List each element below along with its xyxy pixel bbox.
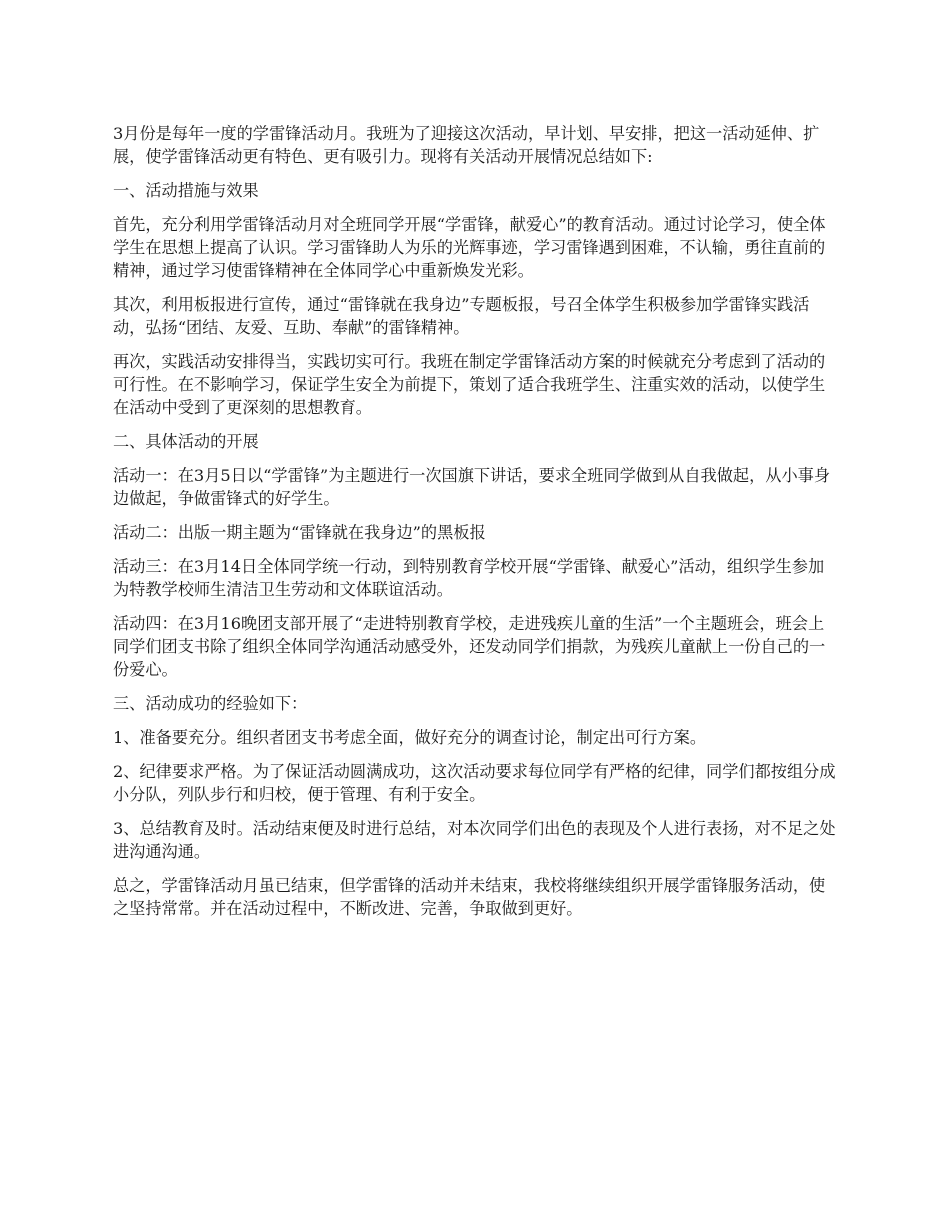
intro-paragraph: 3月份是每年一度的学雷锋活动月。我班为了迎接这次活动，早计划、早安排，把这一活动延伸、扩展，使学雷锋活动更有特色、更有吸引力。现将有关活动开展情况总结如下: <box>113 124 820 166</box>
experience-one: 1、准备要充分。组织者团支书考虑全面，做好充分的调查讨论，制定出可行方案。 <box>113 728 707 747</box>
activity-one: 活动一：在3月5日以“学雷锋”为主题进行一次国旗下讲话，要求全班同学做到从自我做起，从小事身边做起，争做雷锋式的好学生。 <box>113 466 831 508</box>
document-body <box>113 122 840 931</box>
experience-two: 2、纪律要求严格。为了保证活动圆满成功，这次活动要求每位同学有严格的纪律，同学们都按组分成小分队，列队步行和归校，便于管理、有利于安全。 <box>113 762 836 804</box>
paragraph-second: 其次，利用板报进行宣传，通过“雷锋就在我身边”专题板报，号召全体学生积极参加学雷锋实践活动，弘扬“团结、友爱、互助、奉献”的雷锋精神。 <box>113 295 810 337</box>
paragraph-third: 再次，实践活动安排得当，实践切实可行。我班在制定学雷锋活动方案的时候就充分考虑到了活动的可行性。在不影响学习，保证学生安全为前提下，策划了适合我班学生、注重实效的活动，以使学生在活动中受到了更深刻的思想教育。 <box>113 352 826 417</box>
paragraph-first: 首先，充分利用学雷锋活动月对全班同学开展“学雷锋，献爱心”的教育活动。通过讨论学习，使全体学生在思想上提高了认识。学习雷锋助人为乐的光辉事迹，学习雷锋遇到困难，不认输，勇往直前的精神，通过学习使雷锋精神在全体同学心中重新焕发光彩。 <box>113 215 826 280</box>
experience-three: 3、总结教育及时。活动结束便及时进行总结，对本次同学们出色的表现及个人进行表扬，对不足之处进沟通沟通。 <box>113 819 836 861</box>
section-heading-activities: 二、具体活动的开展 <box>113 432 259 451</box>
activity-four: 活动四：在3月16晚团支部开展了“走进特别教育学校，走进残疾儿童的生活”一个主题班会，班会上同学们团支书除了组织全体同学沟通活动感受外，还发动同学们捐款，为残疾儿童献上一份自己的一份爱心。 <box>113 614 826 679</box>
section-heading-measures: 一、活动措施与效果 <box>113 181 259 200</box>
section-heading-experience: 三、活动成功的经验如下： <box>113 694 308 713</box>
activity-three: 活动三：在3月14日全体同学统一行动，到特别教育学校开展“学雷锋、献爱心”活动，组织学生参加为特教学校师生清洁卫生劳动和文体联谊活动。 <box>113 557 825 599</box>
activity-two: 活动二：出版一期主题为“雷锋就在我身边”的黑板报 <box>113 523 486 542</box>
conclusion-paragraph: 总之，学雷锋活动月虽已结束，但学雷锋的活动并未结束，我校将继续组织开展学雷锋服务活动，使之坚持常常。并在活动过程中，不断改进、完善，争取做到更好。 <box>113 876 826 918</box>
